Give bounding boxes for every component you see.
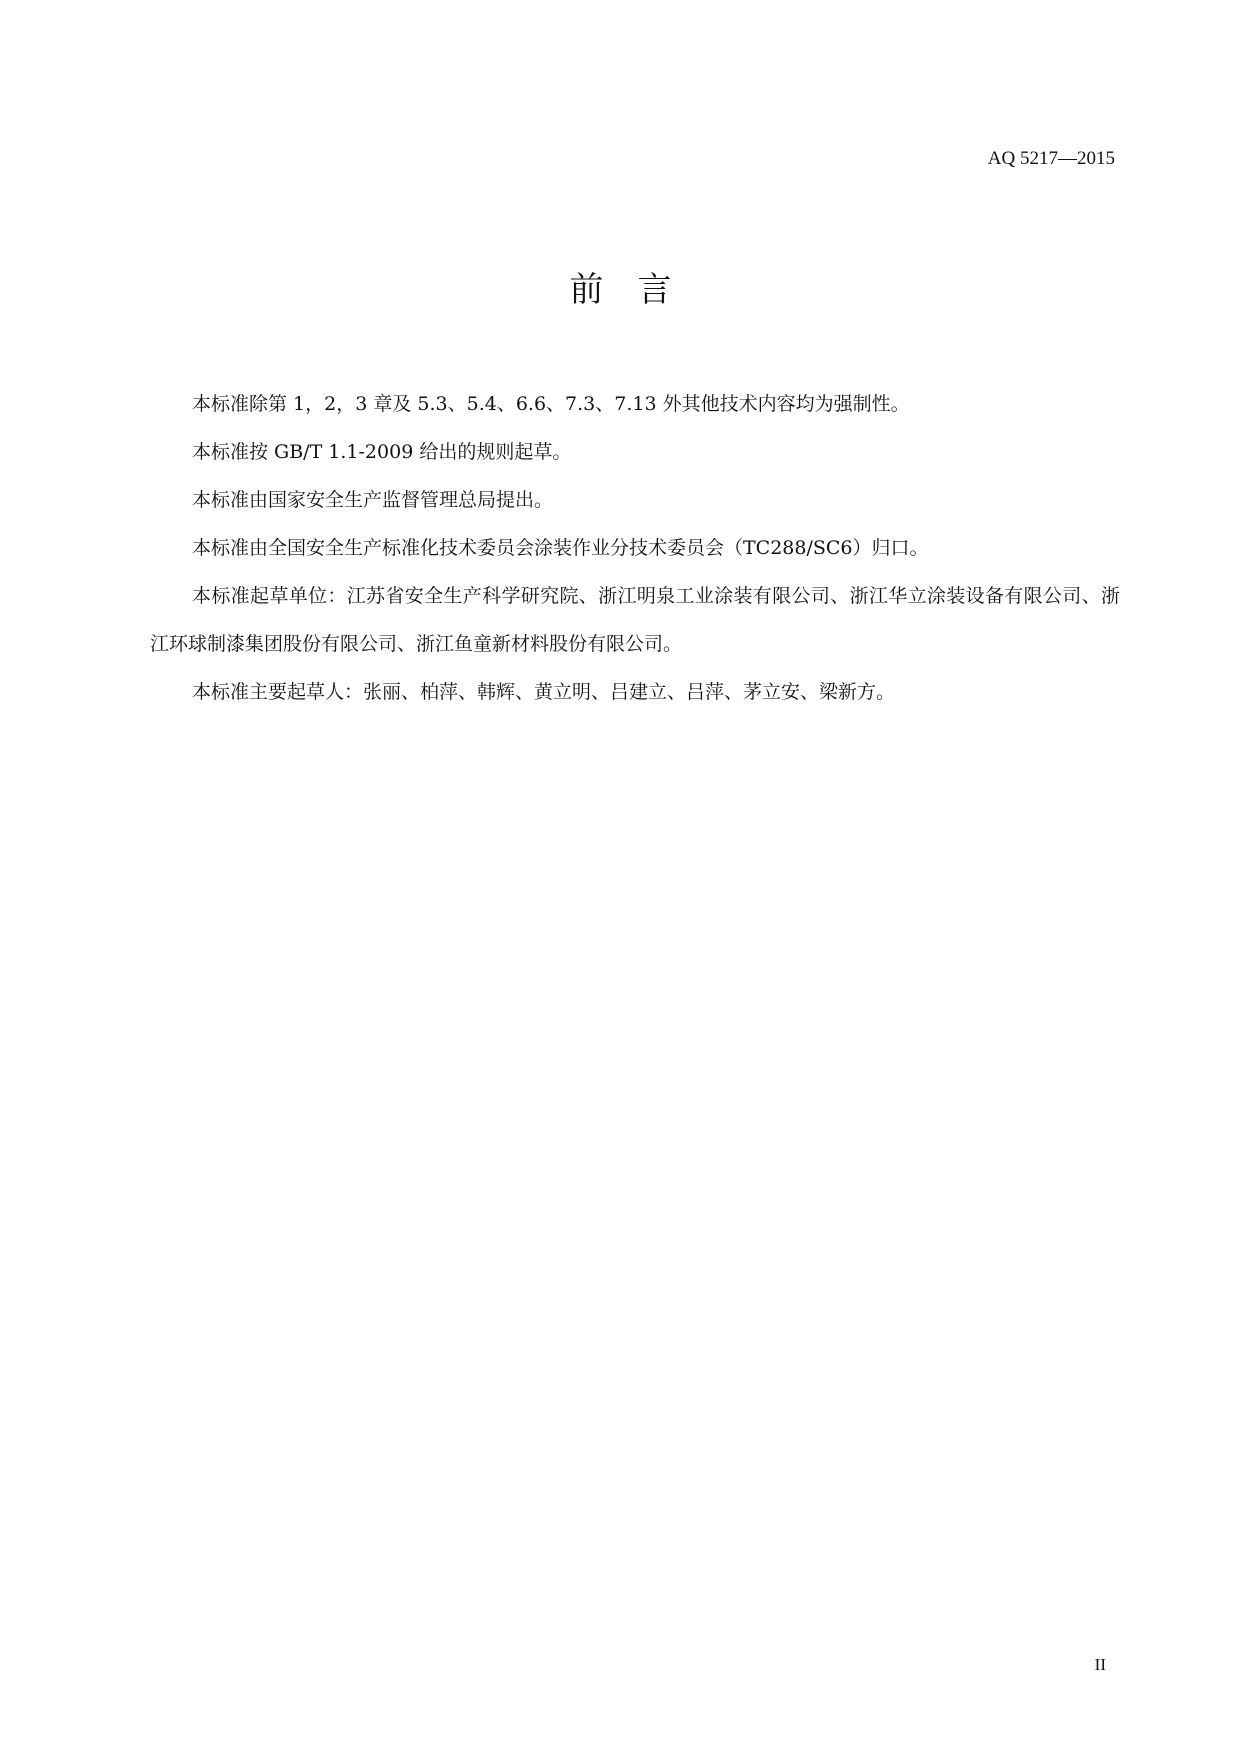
paragraph-proposed-by: 本标准由国家安全生产监督管理总局提出。 (192, 489, 554, 511)
page-number: II (1094, 1655, 1106, 1674)
paragraph-drafting-units: 本标准起草单位：江苏省安全生产科学研究院、浙江明泉工业涂装有限公司、浙江华立涂装设备有限公司、浙江环球制漆集团股份有限公司、浙江鱼童新材料股份有限公司。 (150, 585, 1120, 655)
foreword-body (150, 380, 1120, 716)
paragraph-centralized-by: 本标准由全国安全生产标准化技术委员会涂装作业分技术委员会（TC288/SC6）归口。 (192, 537, 929, 559)
paragraph-mandatory-scope: 本标准除第 1，2，3 章及 5.3、5.4、6.6、7.3、7.13 外其他技术内容均为强制性。 (192, 393, 910, 415)
paragraph-drafters: 本标准主要起草人：张丽、柏萍、韩辉、黄立明、吕建立、吕萍、茅立安、梁新方。 (192, 681, 896, 703)
paragraph-drafting-rules: 本标准按 GB/T 1.1-2009 给出的规则起草。 (192, 441, 572, 463)
page-title: 前言 (569, 270, 706, 310)
standard-number: AQ 5217—2015 (987, 148, 1115, 169)
